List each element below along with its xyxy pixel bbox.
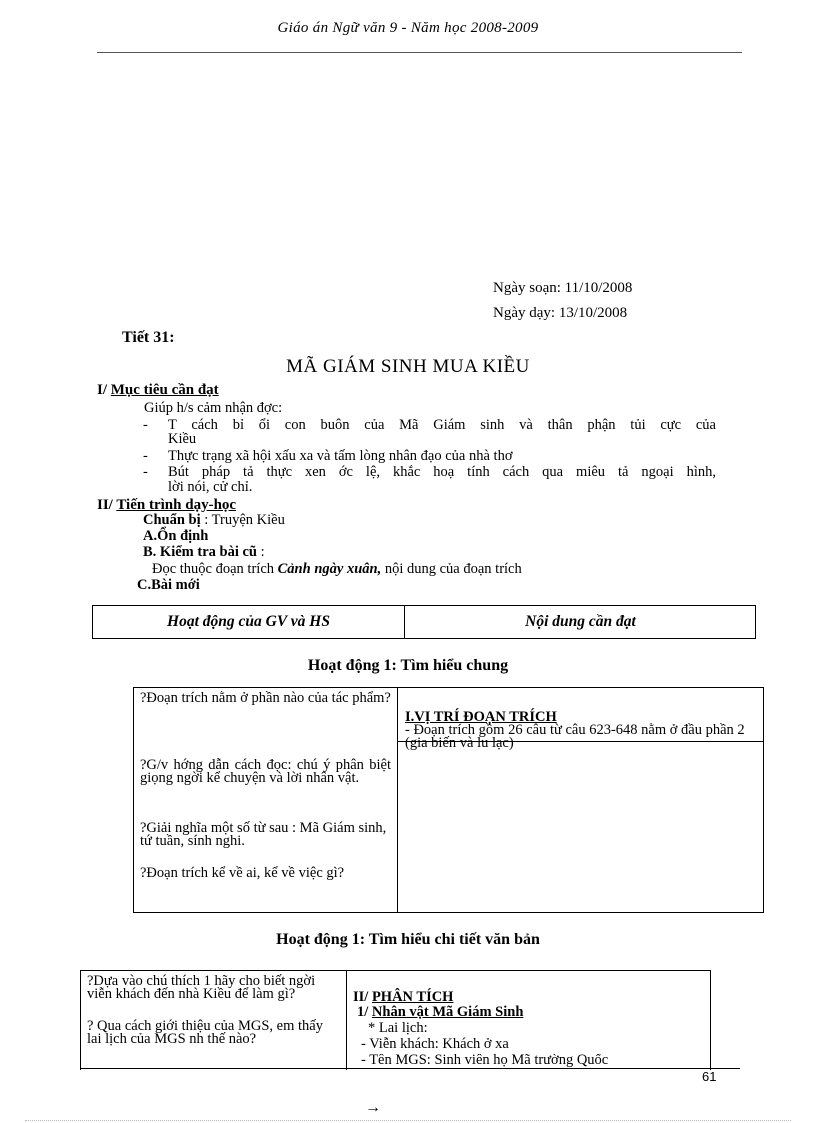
objective-bullet-dash: - bbox=[143, 417, 148, 433]
activity2-heading: Hoạt động 1: Tìm hiểu chi tiết văn bản bbox=[276, 931, 540, 948]
activity1-answer-heading: I.VỊ TRÍ ĐOẠN TRÍCH bbox=[405, 709, 557, 725]
step-b-colon: : bbox=[256, 544, 265, 560]
activity2-question: ? Qua cách giới thiệu của MGS, em thấy lai lịch của MGS nh thế nào? bbox=[87, 1018, 323, 1047]
character-num: 1/ bbox=[357, 1004, 372, 1020]
objectives-intro: Giúp h/s cảm nhận đợc: bbox=[144, 400, 283, 416]
right-arrow-icon: → bbox=[365, 1099, 381, 1116]
activity1-divider bbox=[397, 687, 398, 913]
step-b-detail-post: nội dung của đoạn trích bbox=[381, 561, 522, 577]
analysis-title: PHÂN TÍCH bbox=[371, 989, 454, 1005]
page-header: Giáo án Ngữ văn 9 - Năm học 2008-2009 bbox=[277, 20, 539, 36]
analysis-line: - Viễn khách: Khách ở xa bbox=[361, 1036, 509, 1052]
objective-bullet-line: T cách bỉ ổi con buôn của Mã Giám sinh và thân phận tủi cực của bbox=[168, 417, 716, 433]
page-bottom-edge bbox=[25, 1120, 791, 1121]
page-number: 61 bbox=[702, 1069, 717, 1084]
analysis-num: II/ bbox=[353, 989, 372, 1005]
step-b-detail-title: Cảnh ngày xuân, bbox=[277, 561, 382, 577]
table-header-col1: Hoạt động của GV và HS bbox=[167, 613, 330, 630]
character-title: Nhân vật Mã Giám Sinh bbox=[371, 1004, 524, 1020]
header-rule bbox=[97, 52, 742, 53]
character-heading bbox=[357, 1006, 523, 1019]
activity1-question: ?G/v hớng dẫn cách đọc: chú ý phân biệt giọng ngời kể chuyện và lời nhân vật. bbox=[140, 757, 391, 786]
section-objectives-num: I/ bbox=[97, 382, 111, 398]
date-prepared: Ngày soạn: 11/10/2008 bbox=[493, 280, 633, 296]
activity1-answer-text: - Đoạn trích gồm 26 câu từ câu 623-648 nằm ở đầu phần 2 (gia biến và lu lạc) bbox=[405, 722, 745, 751]
section-process-num: II/ bbox=[97, 497, 117, 513]
analysis-line: - Tên MGS: Sinh viên họ Mã trường Quốc bbox=[361, 1054, 609, 1068]
activity-table-header bbox=[92, 605, 756, 639]
step-b bbox=[143, 545, 265, 559]
activity2-question: ?Dựa vào chú thích 1 hãy cho biết ngời viễn khách đến nhà Kiều để làm gì? bbox=[87, 973, 316, 1002]
lesson-title: MÃ GIÁM SINH MUA KIỀU bbox=[286, 356, 530, 377]
step-b-label: B. Kiểm tra bài cũ bbox=[143, 544, 257, 560]
activity1-question: ?Đoạn trích kể về ai, kể về việc gì? bbox=[140, 865, 345, 881]
section-objectives-heading bbox=[97, 382, 219, 399]
step-a: A.Ổn định bbox=[143, 528, 209, 544]
activity1-heading: Hoạt động 1: Tìm hiểu chung bbox=[307, 657, 509, 674]
activity1-question: ?Đoạn trích nằm ở phần nào của tác phẩm? bbox=[140, 690, 391, 706]
step-b-detail-pre: Đọc thuộc đoạn trích bbox=[152, 561, 278, 577]
objective-bullet-line: Thực trạng xã hội xấu xa và tấm lòng nhân đạo của nhà thơ bbox=[168, 448, 513, 464]
lesson-number: Tiết 31: bbox=[122, 329, 175, 346]
step-b-detail bbox=[152, 562, 522, 576]
objective-bullet-dash: - bbox=[143, 464, 148, 480]
preparation-label: Chuẩn bị bbox=[143, 512, 201, 528]
objective-bullet-line: lời nói, cử chỉ. bbox=[168, 479, 253, 495]
section-objectives-title: Mục tiêu cần đạt bbox=[110, 382, 219, 398]
table-header-col2: Nội dung cần đạt bbox=[525, 613, 636, 630]
analysis-heading bbox=[353, 991, 453, 1004]
objective-bullet-line: Bút pháp tả thực xen ớc lệ, khắc hoạ tính cách qua miêu tả ngoại hình, bbox=[168, 464, 716, 480]
preparation-value: : Truyện Kiều bbox=[200, 512, 285, 528]
section-process-title: Tiến trình dạy-học bbox=[116, 497, 237, 513]
analysis-line: * Lai lịch: bbox=[368, 1020, 428, 1036]
activity2-divider bbox=[346, 970, 347, 1070]
preparation-line bbox=[143, 513, 285, 527]
objective-bullet-dash: - bbox=[143, 448, 148, 464]
activity1-question: ?Giải nghĩa một số từ sau : Mã Giám sinh, tứ tuần, sính nghi. bbox=[140, 820, 387, 849]
step-c: C.Bài mới bbox=[137, 577, 200, 593]
footer-rule bbox=[80, 1068, 740, 1069]
objective-bullet-line: Kiều bbox=[168, 431, 197, 447]
date-taught: Ngày dạy: 13/10/2008 bbox=[493, 305, 628, 321]
